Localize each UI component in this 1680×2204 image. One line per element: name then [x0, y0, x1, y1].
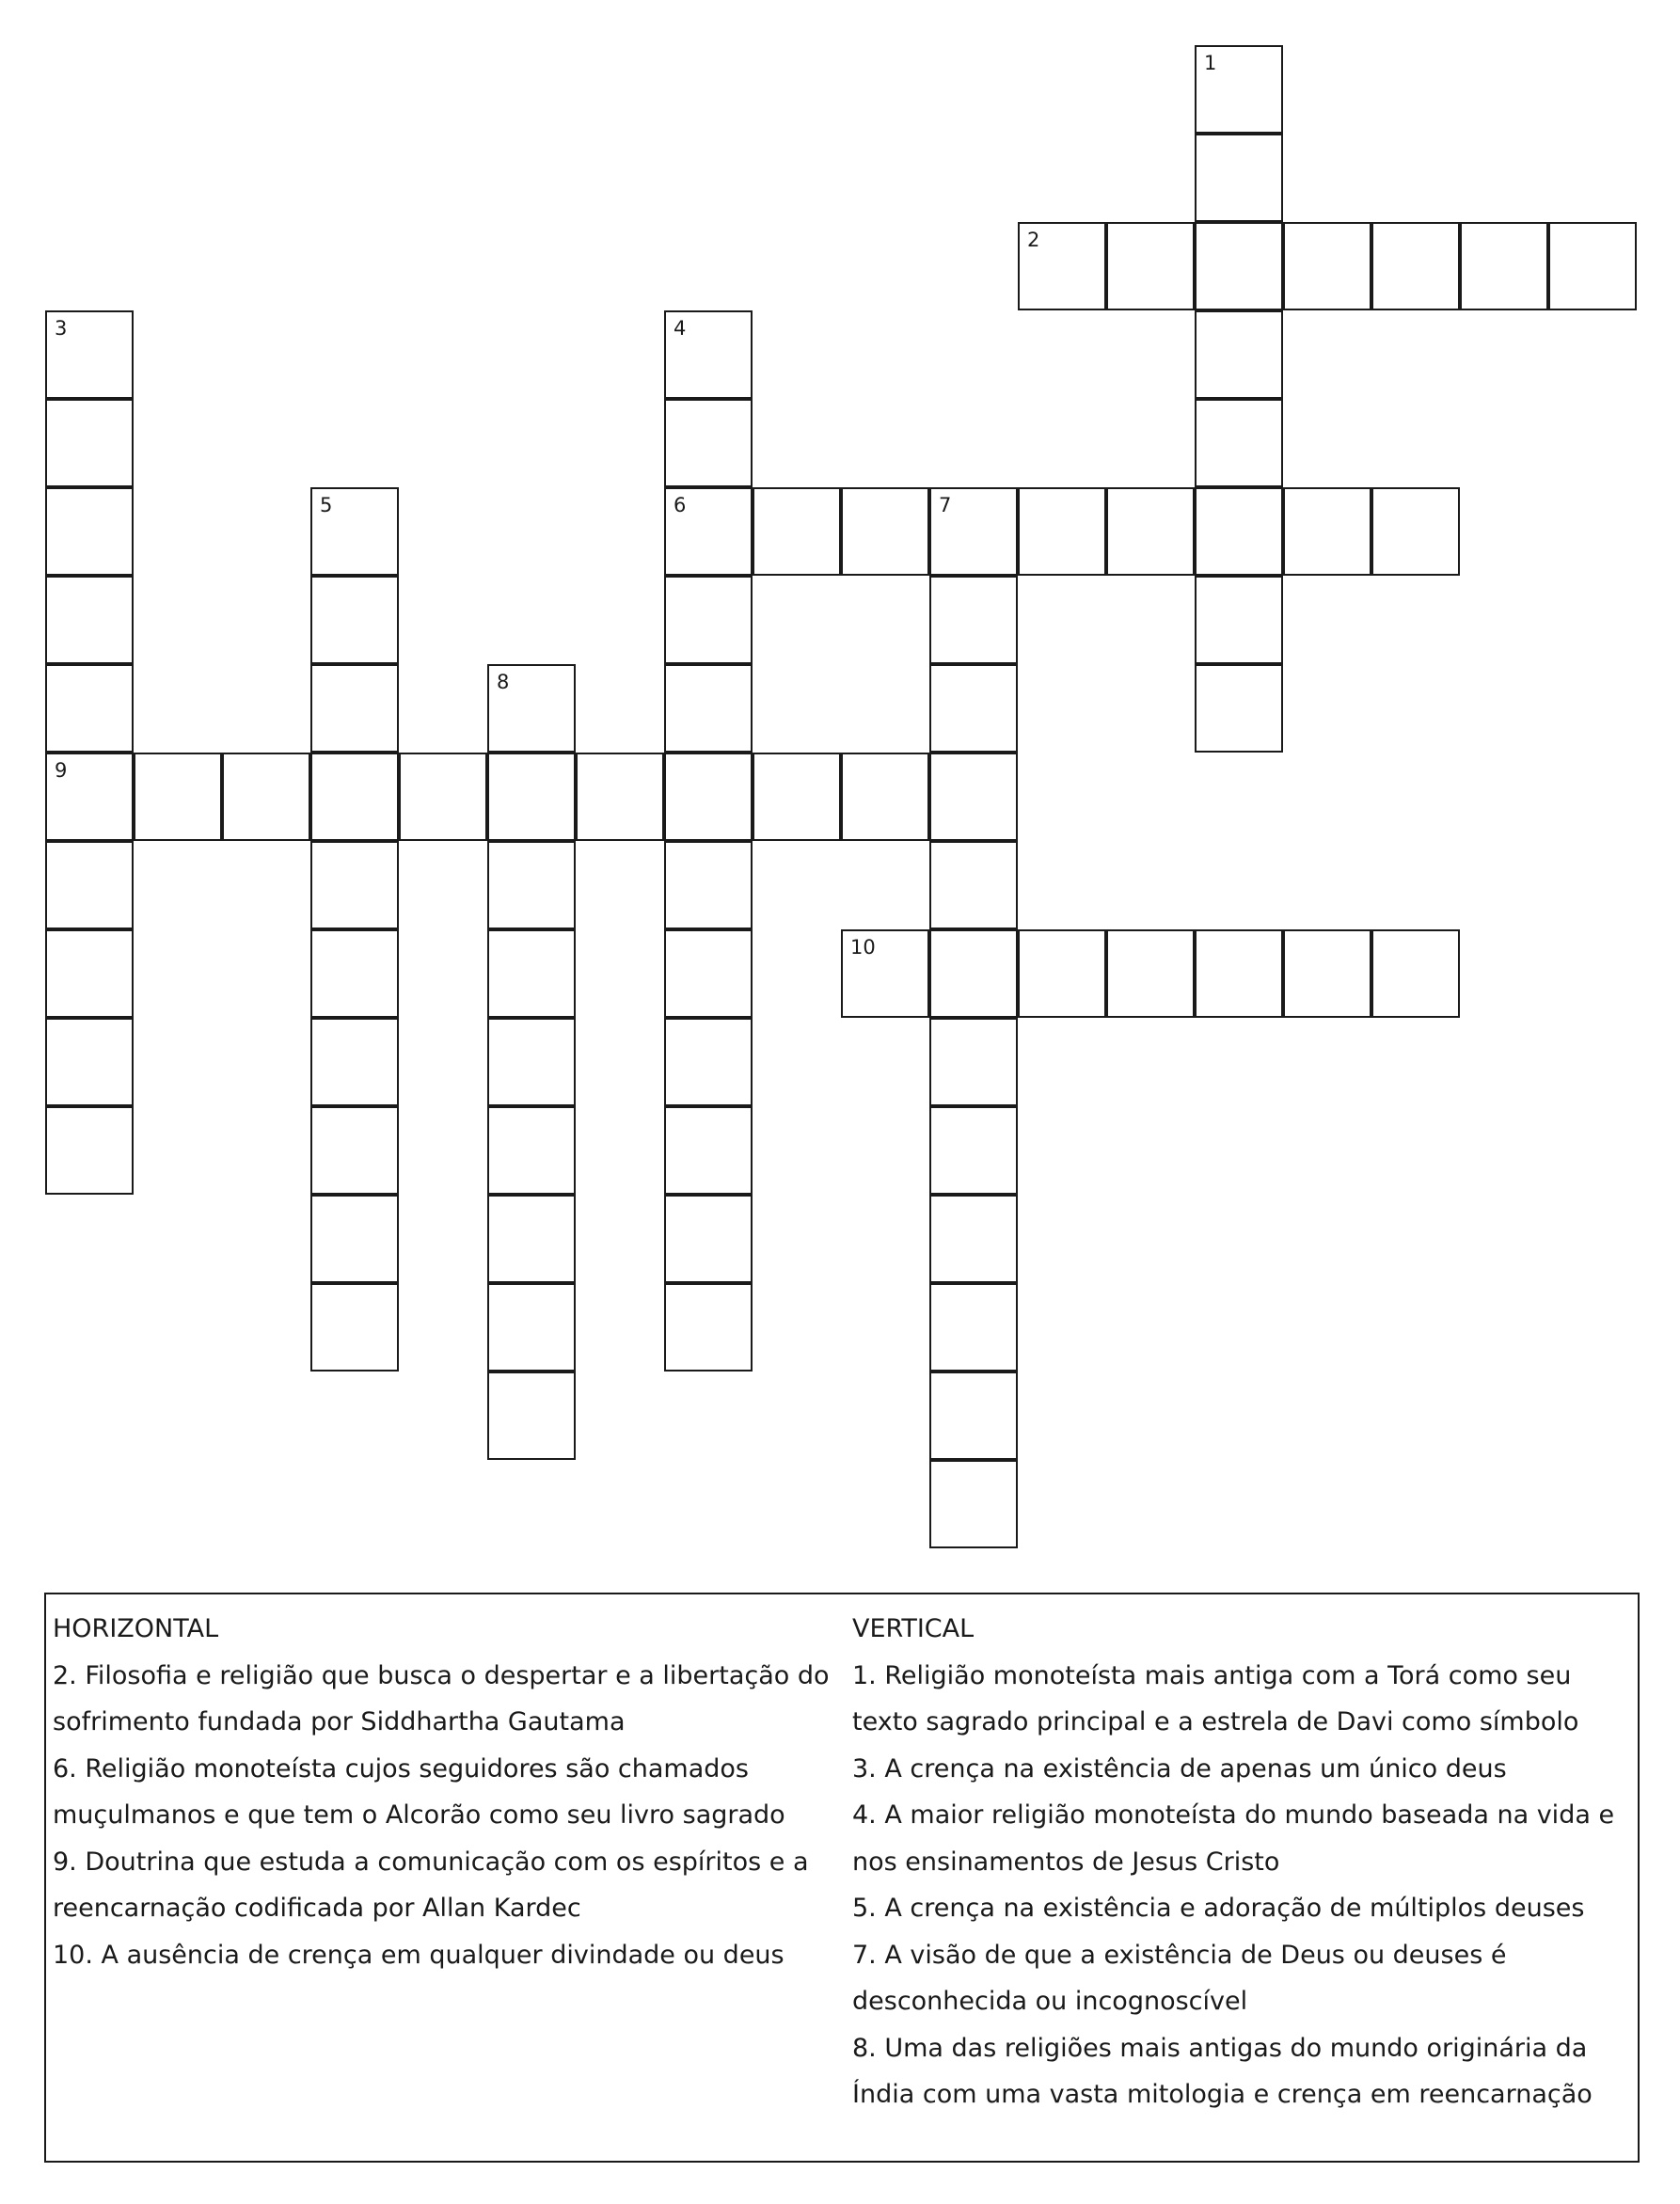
grid-cell[interactable] — [1460, 222, 1548, 310]
grid-cell[interactable] — [753, 487, 841, 576]
grid-cell[interactable] — [929, 1106, 1018, 1195]
grid-cell[interactable] — [45, 399, 134, 487]
grid-cell[interactable] — [45, 929, 134, 1018]
grid-cell[interactable] — [310, 1283, 399, 1372]
grid-cell[interactable] — [1195, 222, 1283, 310]
grid-cell[interactable] — [841, 929, 929, 1018]
grid-cell[interactable] — [45, 753, 134, 841]
grid-cell[interactable] — [929, 1372, 1018, 1460]
clue-vertical-8: 8. Uma das religiões mais antigas do mundo originária da Índia com uma vasta mitologia e crença em reencarnação — [852, 2033, 1593, 2109]
grid-cell[interactable] — [929, 929, 1018, 1018]
clue-number: 2 — [1027, 229, 1040, 251]
clue-number: 8 — [497, 671, 510, 693]
clue-number: 6 — [674, 494, 687, 516]
grid-cell[interactable] — [664, 1106, 753, 1195]
grid-cell[interactable] — [1195, 45, 1283, 134]
grid-cell[interactable] — [310, 1018, 399, 1106]
grid-cell[interactable] — [1195, 399, 1283, 487]
clue-horizontal-6: 6. Religião monoteísta cujos seguidores são chamados muçulmanos e que tem o Alcorão como seu livro sagrado — [53, 1753, 785, 1830]
grid-cell[interactable] — [134, 753, 222, 841]
grid-cell[interactable] — [664, 841, 753, 929]
grid-cell[interactable] — [1018, 487, 1106, 576]
clue-number: 4 — [674, 317, 687, 340]
grid-cell[interactable] — [487, 1106, 576, 1195]
grid-cell[interactable] — [664, 487, 753, 576]
grid-cell[interactable] — [753, 753, 841, 841]
grid-cell[interactable] — [310, 664, 399, 753]
grid-cell[interactable] — [1195, 664, 1283, 753]
grid-cell[interactable] — [664, 310, 753, 399]
grid-cell[interactable] — [841, 487, 929, 576]
grid-cell[interactable] — [1371, 929, 1460, 1018]
grid-cell[interactable] — [487, 1283, 576, 1372]
grid-cell[interactable] — [664, 1018, 753, 1106]
grid-cell[interactable] — [310, 841, 399, 929]
grid-cell[interactable] — [1018, 222, 1106, 310]
grid-cell[interactable] — [1371, 222, 1460, 310]
grid-cell[interactable] — [664, 753, 753, 841]
clue-number: 1 — [1204, 52, 1217, 74]
horizontal-clues-column — [53, 1606, 852, 1978]
vertical-heading: VERTICAL — [852, 1614, 975, 1643]
grid-cell[interactable] — [841, 753, 929, 841]
grid-cell[interactable] — [929, 576, 1018, 664]
grid-cell[interactable] — [45, 310, 134, 399]
grid-cell[interactable] — [1195, 487, 1283, 576]
grid-cell[interactable] — [664, 1195, 753, 1283]
grid-cell[interactable] — [310, 753, 399, 841]
clue-vertical-5: 5. A crença na existência e adoração de múltiplos deuses — [852, 1894, 1585, 1923]
clue-horizontal-10: 10. A ausência de crença em qualquer divindade ou deus — [53, 1940, 785, 1970]
grid-cell[interactable] — [664, 664, 753, 753]
grid-cell[interactable] — [929, 1283, 1018, 1372]
grid-cell[interactable] — [1283, 222, 1371, 310]
grid-cell[interactable] — [1106, 487, 1195, 576]
grid-cell[interactable] — [310, 487, 399, 576]
grid-cell[interactable] — [45, 576, 134, 664]
grid-cell[interactable] — [487, 753, 576, 841]
clue-vertical-3: 3. A crença na existência de apenas um único deus — [852, 1753, 1507, 1784]
grid-cell[interactable] — [487, 664, 576, 753]
grid-cell[interactable] — [664, 576, 753, 664]
grid-cell[interactable] — [929, 1460, 1018, 1548]
grid-cell[interactable] — [310, 1106, 399, 1195]
grid-cell[interactable] — [1283, 929, 1371, 1018]
grid-cell[interactable] — [1195, 310, 1283, 399]
grid-cell[interactable] — [310, 929, 399, 1018]
grid-cell[interactable] — [1195, 929, 1283, 1018]
grid-cell[interactable] — [1018, 929, 1106, 1018]
grid-cell[interactable] — [1106, 929, 1195, 1018]
grid-cell[interactable] — [310, 576, 399, 664]
grid-cell[interactable] — [929, 1018, 1018, 1106]
grid-cell[interactable] — [929, 664, 1018, 753]
clue-vertical-7: 7. A visão de que a existência de Deus ou deuses é desconhecida ou incognoscível — [852, 1940, 1507, 2016]
grid-cell[interactable] — [45, 664, 134, 753]
grid-cell[interactable] — [399, 753, 487, 841]
grid-cell[interactable] — [45, 1106, 134, 1195]
clue-vertical-1: 1. Religião monoteísta mais antiga com a Torá como seu texto sagrado principal e a estrela de Davi como símbolo — [852, 1660, 1579, 1736]
grid-cell[interactable] — [664, 399, 753, 487]
grid-cell[interactable] — [1195, 134, 1283, 222]
grid-cell[interactable] — [664, 1283, 753, 1372]
grid-cell[interactable] — [45, 487, 134, 576]
clue-vertical-4: 4. A maior religião monoteísta do mundo baseada na vida e nos ensinamentos de Jesus Cristo — [852, 1800, 1615, 1877]
grid-cell[interactable] — [929, 487, 1018, 576]
clue-number: 3 — [55, 317, 68, 340]
clue-number: 10 — [850, 936, 876, 959]
clue-number: 7 — [939, 494, 952, 516]
grid-cell[interactable] — [929, 841, 1018, 929]
grid-cell[interactable] — [45, 1018, 134, 1106]
horizontal-heading: HORIZONTAL — [53, 1614, 219, 1643]
grid-cell[interactable] — [222, 753, 310, 841]
grid-cell[interactable] — [1195, 576, 1283, 664]
grid-cell[interactable] — [1283, 487, 1371, 576]
clue-horizontal-9: 9. Doutrina que estuda a comunicação com os espíritos e a reencarnação codificada por Allan Kardec — [53, 1847, 809, 1923]
clue-number: 9 — [55, 759, 68, 782]
grid-cell[interactable] — [487, 841, 576, 929]
grid-cell[interactable] — [929, 753, 1018, 841]
grid-cell[interactable] — [1548, 222, 1637, 310]
grid-cell[interactable] — [1371, 487, 1460, 576]
grid-cell[interactable] — [45, 841, 134, 929]
vertical-clues-column — [852, 1606, 1633, 2118]
grid-cell[interactable] — [1106, 222, 1195, 310]
grid-cell[interactable] — [664, 929, 753, 1018]
clue-number: 5 — [320, 494, 333, 516]
grid-cell[interactable] — [487, 1195, 576, 1283]
grid-cell[interactable] — [310, 1195, 399, 1283]
grid-cell[interactable] — [487, 929, 576, 1018]
grid-cell[interactable] — [487, 1372, 576, 1460]
clue-horizontal-2: 2. Filosofia e religião que busca o despertar e a libertação do sofrimento fundada por Siddhartha Gautama — [53, 1660, 830, 1736]
grid-cell[interactable] — [929, 1195, 1018, 1283]
grid-cell[interactable] — [487, 1018, 576, 1106]
clues-box — [44, 1593, 1640, 2163]
grid-cell[interactable] — [576, 753, 664, 841]
